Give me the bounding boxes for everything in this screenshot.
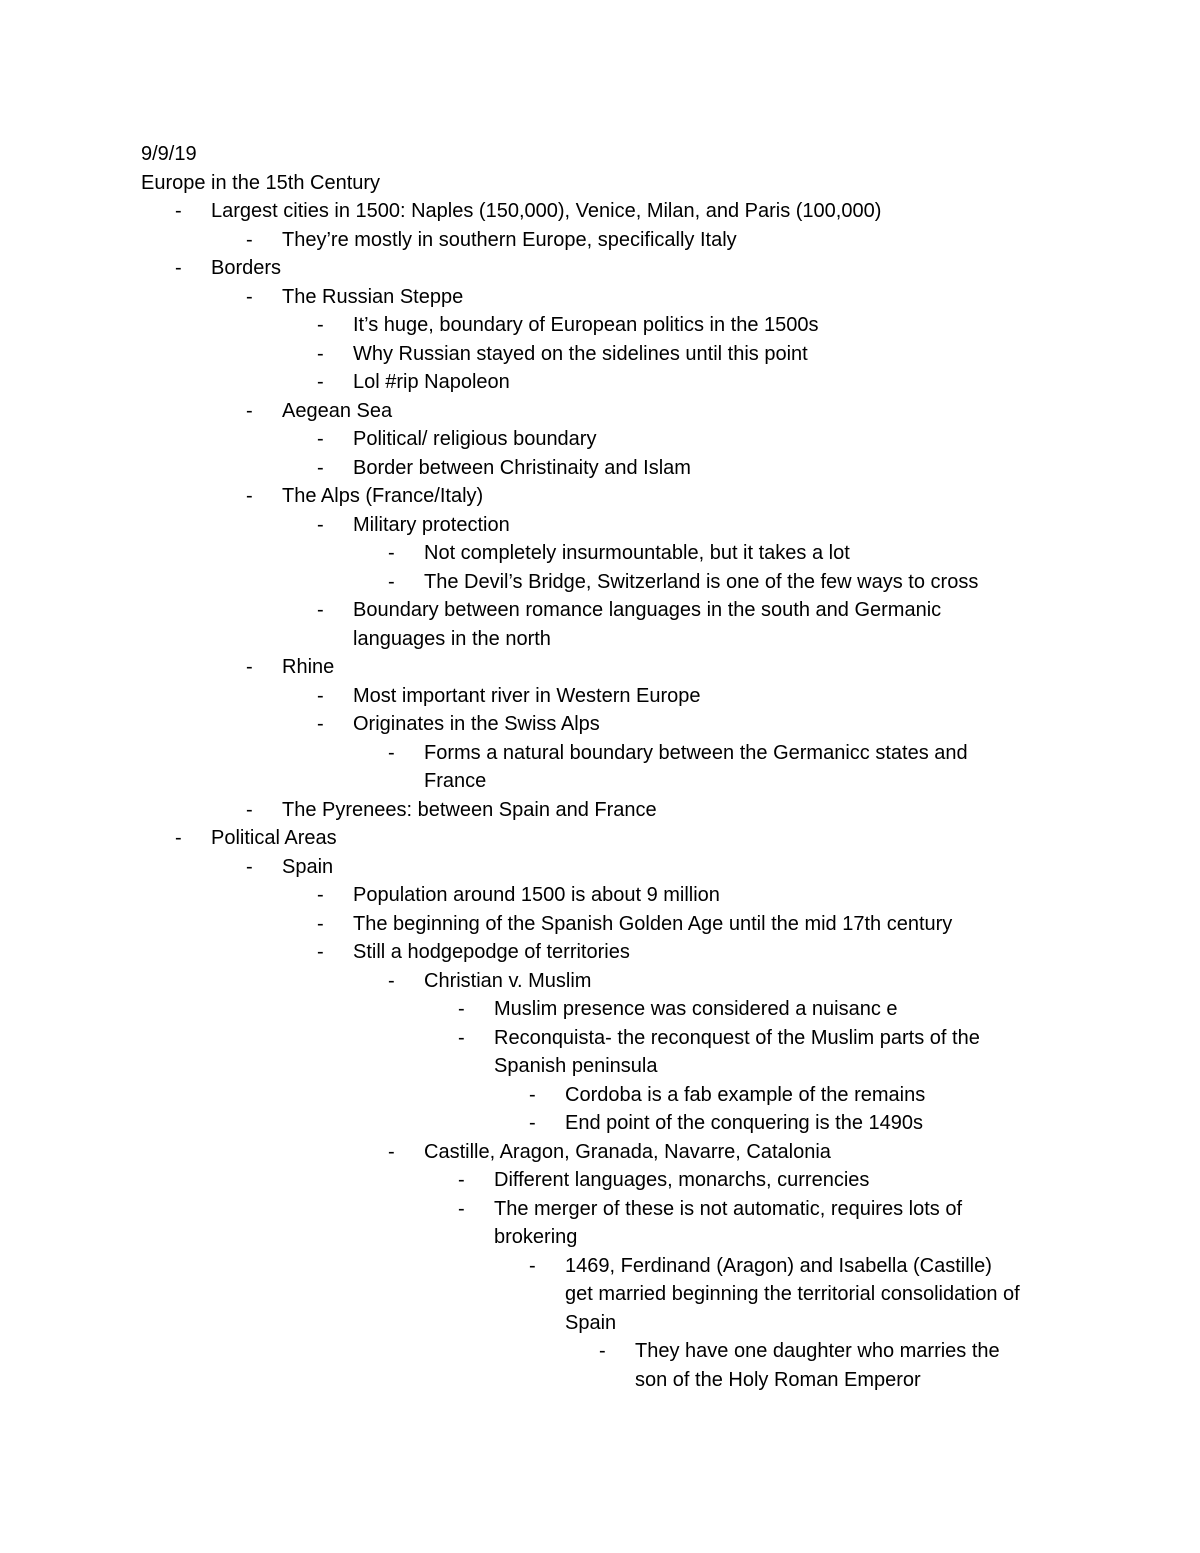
bullet-text-line: Forms a natural boundary between the Germanicc states and — [424, 741, 968, 764]
bullet-dash: - — [458, 1197, 465, 1220]
bullet-text — [211, 824, 1101, 853]
bullet-dash: - — [388, 542, 395, 564]
bullet-item — [141, 1252, 1101, 1338]
bullet-dash: - — [246, 228, 253, 251]
note-date: 9/9/19 — [141, 143, 197, 165]
bullet-dash: - — [317, 513, 324, 536]
bullet-text-line: brokering — [494, 1226, 578, 1248]
bullet-dash: - — [317, 884, 324, 906]
bullet-item — [141, 739, 1101, 796]
bullet-text-line: Spanish peninsula — [494, 1055, 658, 1077]
bullet-text — [494, 1166, 1101, 1195]
bullet-text-line: Boundary between romance languages in the south and Germanic — [353, 599, 942, 621]
bullet-text-line: Political/ religious boundary — [353, 428, 597, 450]
bullet-dash: - — [599, 1340, 606, 1362]
bullet-dash: - — [246, 798, 253, 821]
bullet-text — [353, 596, 1101, 653]
bullet-text — [565, 1109, 1101, 1138]
bullet-text-line: France — [424, 770, 487, 792]
bullet-text — [424, 739, 1101, 796]
bullet-text — [353, 368, 1101, 397]
bullet-dash: - — [246, 855, 253, 878]
bullet-text — [565, 1252, 1101, 1338]
bullet-text-line: Castille, Aragon, Granada, Navarre, Catalonia — [424, 1140, 831, 1163]
bullet-item — [141, 881, 1101, 910]
bullet-item — [141, 511, 1101, 540]
bullet-text-line: Border between Christinaity and Islam — [353, 456, 691, 479]
bullet-item — [141, 454, 1101, 483]
bullet-item — [141, 568, 1101, 597]
bullet-text-line: Reconquista- the reconquest of the Muslim parts of the — [494, 1026, 980, 1049]
bullet-item — [141, 710, 1101, 739]
bullet-item — [141, 1195, 1101, 1252]
bullet-item — [141, 539, 1101, 568]
bullet-text — [424, 1138, 1101, 1167]
bullet-item — [141, 1081, 1101, 1110]
bullet-text — [424, 967, 1101, 996]
bullet-text — [282, 482, 1101, 511]
bullet-dash: - — [317, 684, 324, 707]
bullet-dash: - — [317, 371, 324, 393]
bullet-text-line: The Devil’s Bridge, Switzerland is one of the few ways to cross — [424, 570, 979, 593]
bullet-text — [353, 710, 1101, 739]
bullet-dash: - — [246, 285, 253, 308]
bullet-text-line: Still a hodgepodge of territories — [353, 941, 630, 963]
bullet-text-line: Not completely insurmountable, but it takes a lot — [424, 542, 850, 564]
bullet-item — [141, 1166, 1101, 1195]
bullet-text-line: It’s huge, boundary of European politics in the 1500s — [353, 314, 819, 336]
bullet-item — [141, 482, 1101, 511]
bullet-dash: - — [317, 314, 324, 336]
bullet-text-line: Aegean Sea — [282, 399, 393, 422]
bullet-text — [282, 283, 1101, 312]
bullet-text-line: Why Russian stayed on the sidelines until this point — [353, 342, 808, 365]
bullet-text-line: The merger of these is not automatic, requires lots of — [494, 1197, 962, 1220]
bullet-text — [353, 938, 1101, 967]
bullet-text-line: The Alps (France/Italy) — [282, 485, 484, 507]
document-page — [141, 140, 1101, 1394]
bullet-dash: - — [246, 399, 253, 422]
bullet-dash: - — [317, 599, 324, 621]
bullet-item — [141, 1138, 1101, 1167]
bullet-text — [494, 995, 1101, 1024]
bullet-text-line: The beginning of the Spanish Golden Age until the mid 17th century — [353, 912, 953, 935]
bullet-dash: - — [317, 428, 324, 450]
bullet-item — [141, 283, 1101, 312]
bullet-text — [282, 853, 1101, 882]
bullet-text-line: Christian v. Muslim — [424, 969, 592, 992]
bullet-text — [211, 254, 1101, 283]
bullet-dash: - — [175, 200, 182, 222]
bullet-dash: - — [317, 713, 324, 735]
bullet-dash: - — [529, 1112, 536, 1134]
bullet-dash: - — [317, 342, 324, 365]
bullet-text — [282, 653, 1101, 682]
bullet-text-line: Cordoba is a fab example of the remains — [565, 1083, 926, 1106]
bullet-item — [141, 910, 1101, 939]
bullet-item — [141, 1109, 1101, 1138]
bullet-dash: - — [388, 969, 395, 992]
bullet-text-line: languages in the north — [353, 627, 551, 650]
bullet-dash: - — [458, 1026, 465, 1049]
note-title: Europe in the 15th Century — [141, 171, 381, 194]
bullet-item — [141, 397, 1101, 426]
bullet-text — [282, 796, 1101, 825]
bullet-text-line: Most important river in Western Europe — [353, 684, 701, 707]
bullet-item — [141, 425, 1101, 454]
bullet-text-line: Spain — [565, 1311, 617, 1334]
bullet-text — [494, 1024, 1101, 1081]
bullet-dash: - — [458, 998, 465, 1020]
bullet-item — [141, 254, 1101, 283]
bullet-text-line: They’re mostly in southern Europe, specifically Italy — [282, 228, 737, 251]
bullet-text-line: Largest cities in 1500: Naples (150,000), Venice, Milan, and Paris (100,000) — [211, 200, 882, 222]
bullet-text-line: Military protection — [353, 513, 510, 536]
bullet-dash: - — [246, 656, 253, 678]
bullet-text-line: End point of the conquering is the 1490s — [565, 1112, 924, 1134]
bullet-item — [141, 340, 1101, 369]
bullet-text-line: get married beginning the territorial consolidation of — [565, 1283, 1020, 1305]
bullet-text — [353, 340, 1101, 369]
bullet-text — [353, 682, 1101, 711]
bullet-item — [141, 197, 1101, 226]
bullet-dash: - — [388, 741, 395, 764]
bullet-dash: - — [317, 941, 324, 963]
bullet-text — [565, 1081, 1101, 1110]
bullet-text-line: Rhine — [282, 656, 335, 678]
bullet-dash: - — [246, 485, 253, 507]
bullet-text — [424, 539, 1101, 568]
bullet-item — [141, 226, 1101, 255]
bullet-text — [282, 226, 1101, 255]
bullet-text-line: They have one daughter who marries the — [635, 1340, 1000, 1362]
bullet-dash: - — [388, 1140, 395, 1163]
bullet-item — [141, 796, 1101, 825]
bullet-text — [282, 397, 1101, 426]
bullet-dash: - — [317, 456, 324, 479]
bullet-text — [635, 1337, 1101, 1394]
bullet-item — [141, 368, 1101, 397]
bullet-text-line: 1469, Ferdinand (Aragon) and Isabella (Castille) — [565, 1254, 992, 1277]
bullet-item — [141, 682, 1101, 711]
bullet-text-line: Lol #rip Napoleon — [353, 371, 510, 393]
bullet-text-line: Muslim presence was considered a nuisanc e — [494, 998, 898, 1020]
bullet-text — [424, 568, 1101, 597]
bullet-dash: - — [317, 912, 324, 935]
bullet-item — [141, 995, 1101, 1024]
bullet-text-line: son of the Holy Roman Emperor — [635, 1368, 921, 1391]
bullet-text — [353, 311, 1101, 340]
bullet-text-line: Political Areas — [211, 827, 337, 849]
bullet-text-line: Population around 1500 is about 9 million — [353, 884, 720, 906]
bullet-text — [211, 197, 1101, 226]
bullet-outline — [141, 197, 1101, 1394]
bullet-dash: - — [458, 1169, 465, 1191]
bullet-text-line: The Russian Steppe — [282, 285, 464, 308]
bullet-dash: - — [175, 827, 182, 849]
bullet-item — [141, 1024, 1101, 1081]
bullet-text — [494, 1195, 1101, 1252]
bullet-item — [141, 824, 1101, 853]
bullet-item — [141, 653, 1101, 682]
bullet-text — [353, 511, 1101, 540]
bullet-item — [141, 596, 1101, 653]
bullet-text-line: Originates in the Swiss Alps — [353, 713, 600, 735]
bullet-text-line: Spain — [282, 855, 334, 878]
bullet-text-line: The Pyrenees: between Spain and France — [282, 798, 657, 821]
bullet-item — [141, 967, 1101, 996]
bullet-text — [353, 881, 1101, 910]
bullet-text — [353, 910, 1101, 939]
bullet-dash: - — [529, 1254, 536, 1277]
bullet-item — [141, 311, 1101, 340]
bullet-item — [141, 853, 1101, 882]
bullet-dash: - — [388, 570, 395, 593]
bullet-dash: - — [175, 257, 182, 279]
bullet-text — [353, 454, 1101, 483]
bullet-item — [141, 1337, 1101, 1394]
bullet-text — [353, 425, 1101, 454]
bullet-text-line: Borders — [211, 257, 282, 279]
bullet-item — [141, 938, 1101, 967]
bullet-dash: - — [529, 1083, 536, 1106]
bullet-text-line: Different languages, monarchs, currencies — [494, 1169, 870, 1191]
